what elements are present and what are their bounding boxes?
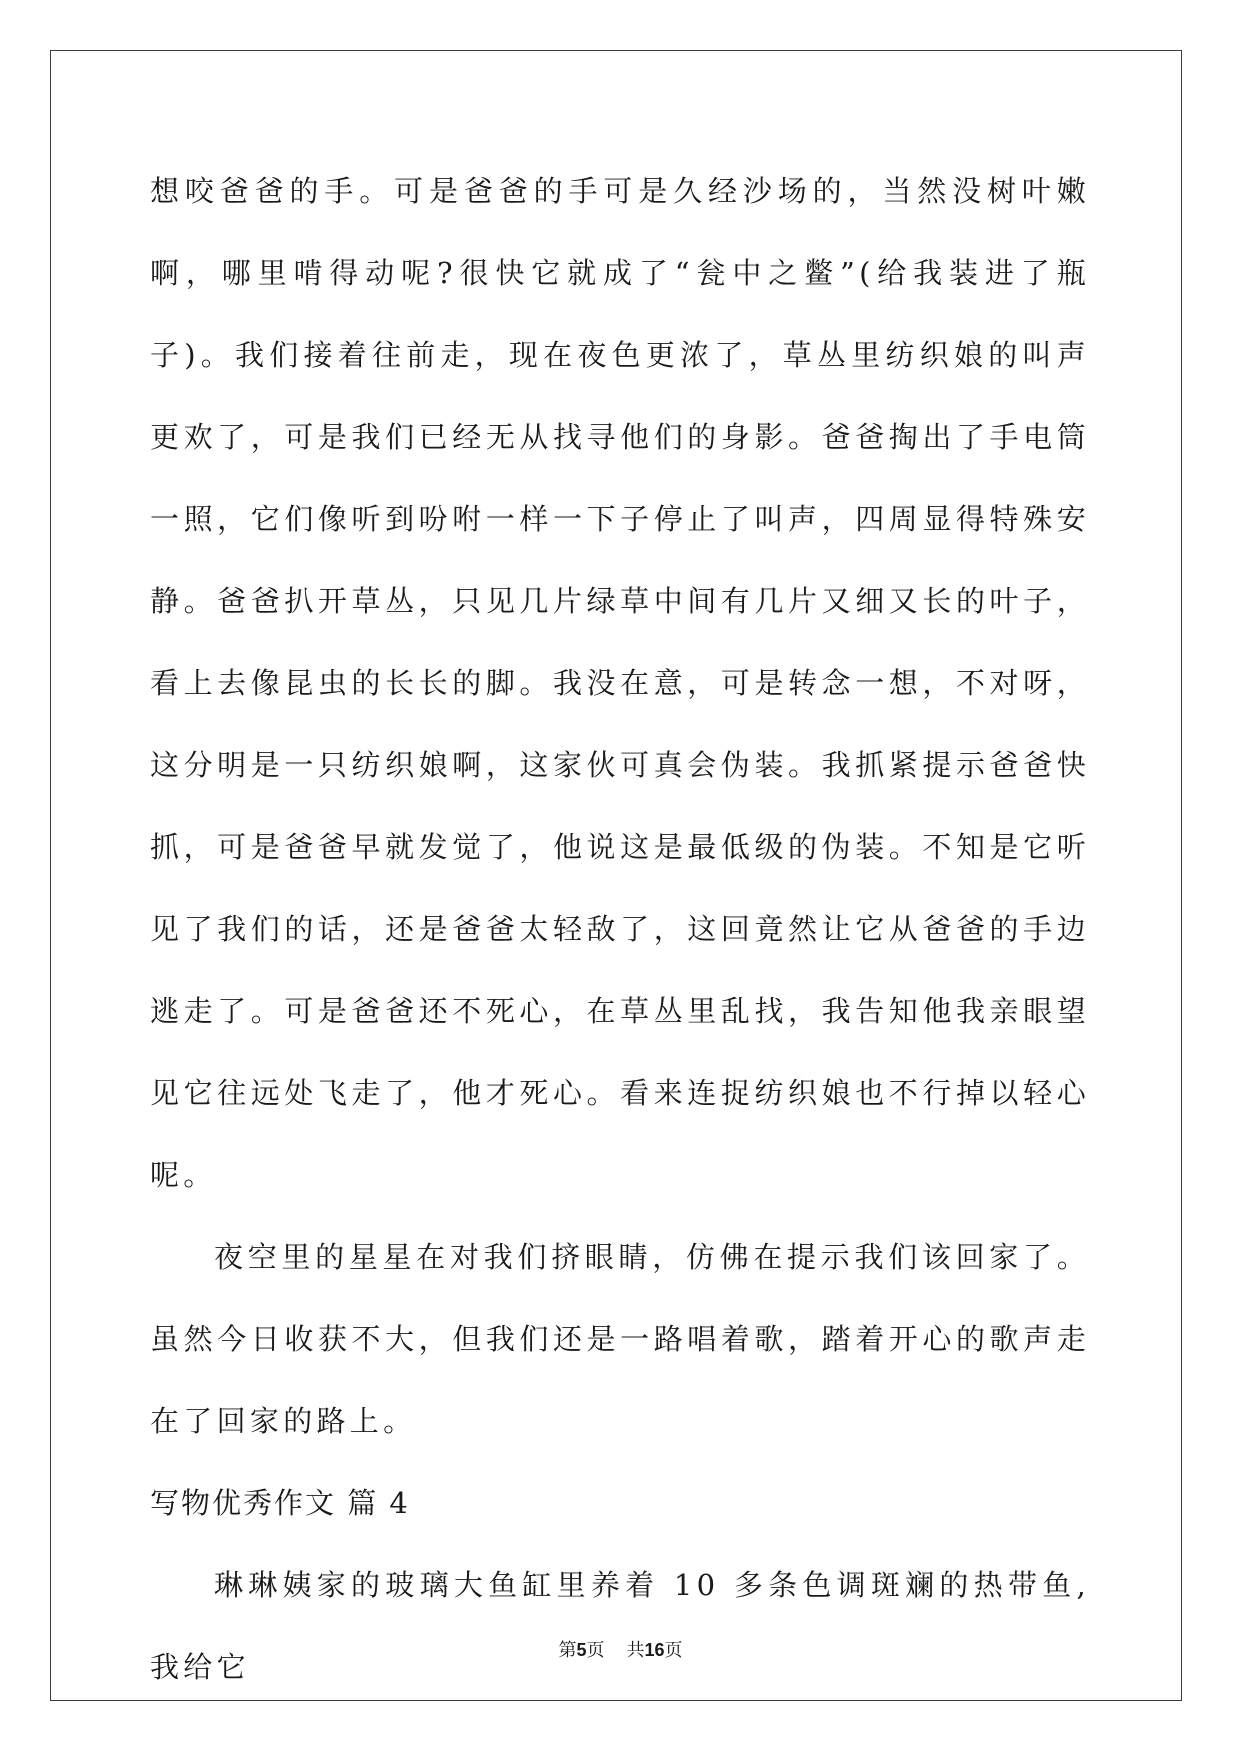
footer-page-suffix: 页 [586, 1640, 605, 1661]
footer-total-pages: 16 [644, 1640, 665, 1660]
footer-page-number: 5 [576, 1640, 587, 1660]
paragraph-fish-tank: 琳琳姨家的玻璃大鱼缸里养着 10 多条色调斑斓的热带鱼,我给它 [150, 1568, 1090, 1684]
document-body [150, 150, 1090, 1708]
section-heading: 写物优秀作文 篇 4 [150, 1486, 410, 1520]
page-footer [0, 1636, 1241, 1662]
paragraph-night-sky: 夜空里的星星在对我们挤眼睛，仿佛在提示我们该回家了。虽然今日收获不大，但我们还是一路唱着歌，踏着开心的歌声走在了回家的路上。 [150, 1240, 1090, 1438]
footer-prefix: 第 [558, 1640, 577, 1661]
footer-total-prefix: 共 [626, 1640, 645, 1661]
footer-total-suffix: 页 [664, 1640, 683, 1661]
paragraph-continued: 想咬爸爸的手。可是爸爸的手可是久经沙场的，当然没树叶嫩啊，哪里啃得动呢?很快它就成了“瓮中之鳖”(给我装进了瓶子)。我们接着往前走，现在夜色更浓了，草丛里纺织娘的叫声更欢了，可是我们已经无从找寻他们的身影。爸爸掏出了手电筒一照，它们像听到吩咐一样一下子停止了叫声，四周显得特殊安静。爸爸扒开草丛，只见几片绿草中间有几片又细又长的叶子，看上去像昆虫的长长的脚。我没在意，可是转念一想，不对呀，这分明是一只纺织娘啊，这家伙可真会伪装。我抓紧提示爸爸快抓，可是爸爸早就发觉了，他说这是最低级的伪装。不知是它听见了我们的话，还是爸爸太轻敌了，这回竟然让它从爸爸的手边逃走了。可是爸爸还不死心，在草丛里乱找，我告知他我亲眼望见它往远处飞走了，他才死心。看来连捉纺织娘也不行掉以轻心呢。 [150, 174, 1090, 1192]
